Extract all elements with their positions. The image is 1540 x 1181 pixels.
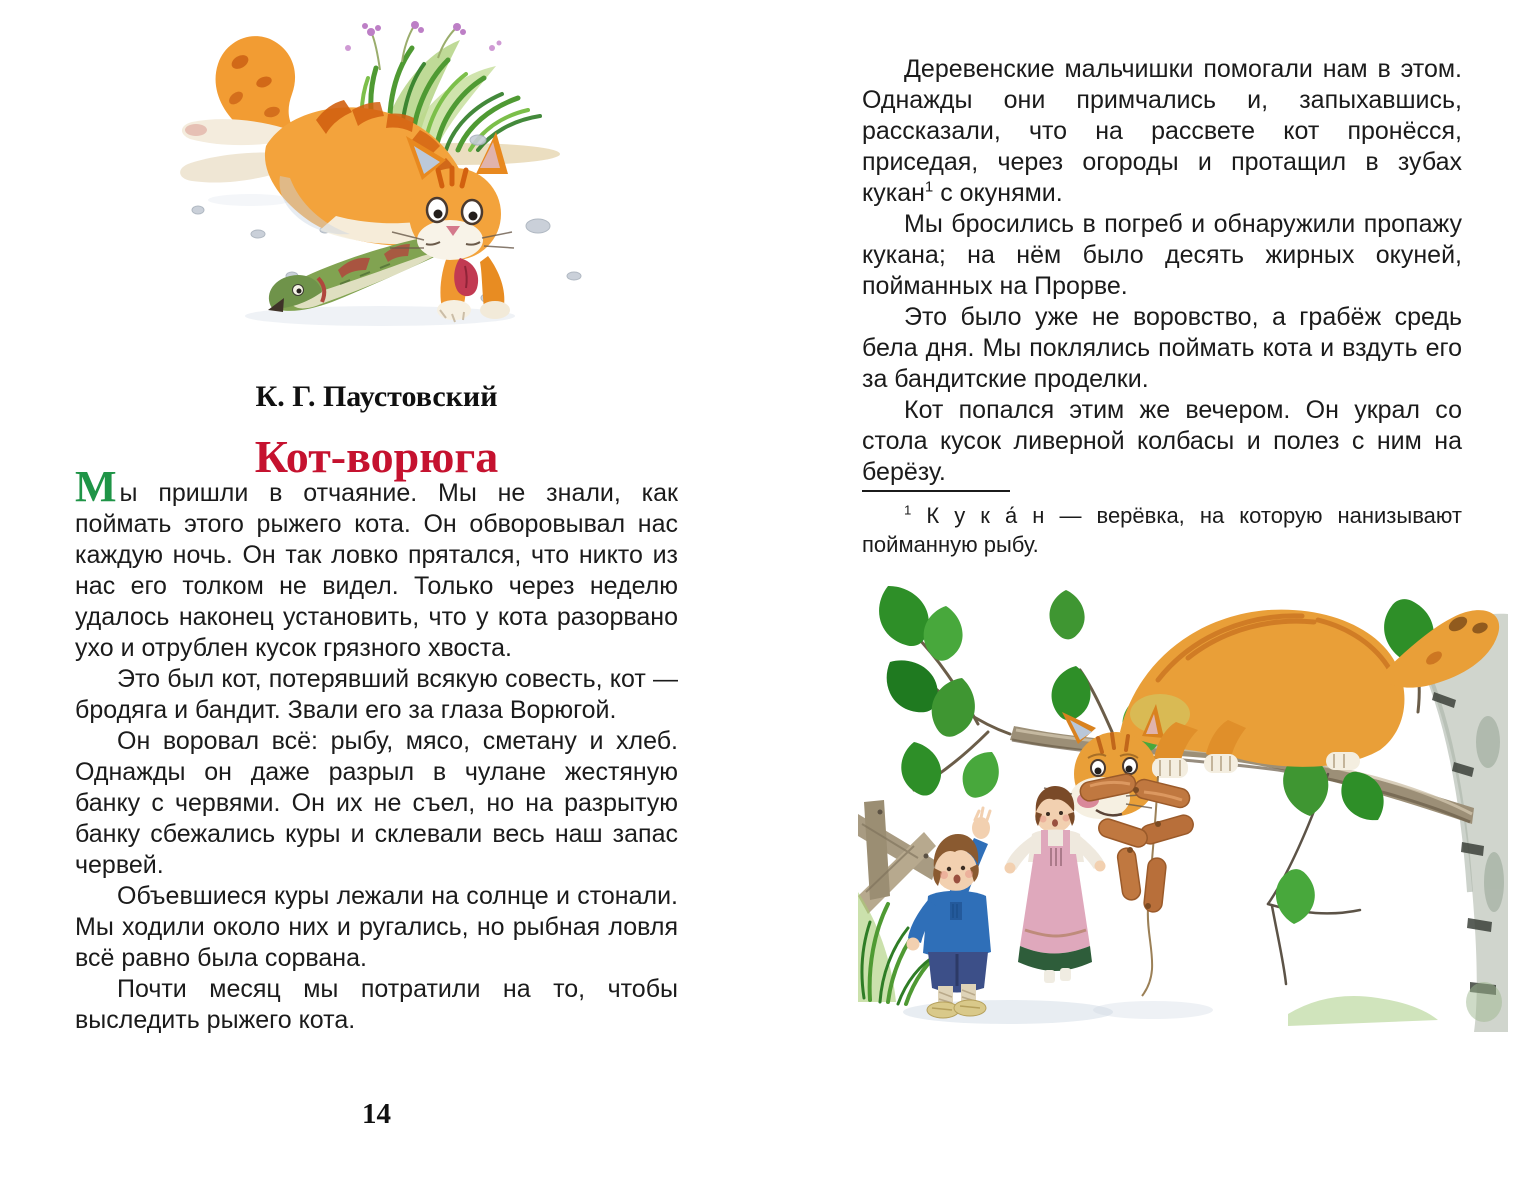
paragraph: Объевшиеся куры лежали на солнце и стонали. Мы ходили около них и ругались, но рыбная ловля всё равно была сорвана. <box>75 882 678 972</box>
page-number: 14 <box>362 1098 391 1130</box>
page-right <box>770 0 1540 1181</box>
cat-running-scene <box>180 21 581 326</box>
right-body-text <box>862 54 1462 488</box>
paragraph: Это был кот, потерявший всякую совесть, кот — бродяга и бандит. Звали его за глаза Ворюгой. <box>75 665 678 724</box>
footnote-definition: — верёвка, на которую нанизывают пойманную рыбу. <box>862 503 1462 557</box>
story-title: Кот-ворюга <box>254 430 499 482</box>
drop-cap: М <box>75 462 117 511</box>
paragraph-text: ы пришли в отчаяние. Мы не знали, как поймать этого рыжего кота. Он обворовывал нас каждую ночь. Он так ловко прятался, что никто из нас его толком не видел. Только через неделю удалось наконец установить, что у кота разорвано ухо и отрублен кусок грязного хвоста. <box>75 479 678 662</box>
left-body-text <box>75 462 678 1036</box>
paragraph: Почти месяц мы потратили на то, чтобы выследить рыжего кота. <box>75 975 678 1034</box>
paragraph: Он воровал всё: рыбу, мясо, сметану и хлеб. Однажды он даже разрыл в чулане жестяную банку с червями. Он их не съел, но на разрытую банку сбежались куры и склевали весь наш запас червей. <box>75 727 678 879</box>
footnote-text <box>862 501 1462 559</box>
fence <box>858 800 938 914</box>
cat-on-tree-scene <box>858 576 1508 1032</box>
cat-tongue <box>454 258 478 296</box>
paragraph <box>862 54 1462 209</box>
footnote-rule <box>862 490 1010 492</box>
footnote <box>862 490 1462 559</box>
paragraph-text: с окунями. <box>933 179 1063 207</box>
paragraph-text: Деревенские мальчишки помогали нам в этом. Однажды они примчались и, запыхавшись, рассказали, что на рассвете кот пронёсся, приседая, через огороды и протащил в зубах кукан <box>862 55 1462 207</box>
illustration-cat-running-with-fish <box>140 18 600 328</box>
paragraph: Мы бросились в погреб и обнаружили пропажу кукана; на нём было десять жирных окуней, пойманных на Прорве. <box>862 210 1462 300</box>
paragraph: Кот попался этим же вечером. Он украл со стола кусок ливерной колбасы и полез с ним на берёзу. <box>862 396 1462 486</box>
paragraph: Это было уже не воровство, а грабёж средь бела дня. Мы поклялись поймать кота и вздуть его за бандитские проделки. <box>862 303 1462 393</box>
illustration-cat-on-branch-with-sausages <box>858 562 1508 1032</box>
footnote-term: К у к а́ н <box>926 503 1045 528</box>
author: К. Г. Паустовский <box>255 379 498 413</box>
footnote-marker: 1 <box>904 502 912 518</box>
paragraph <box>75 462 678 664</box>
footnote-reference: 1 <box>924 178 934 196</box>
